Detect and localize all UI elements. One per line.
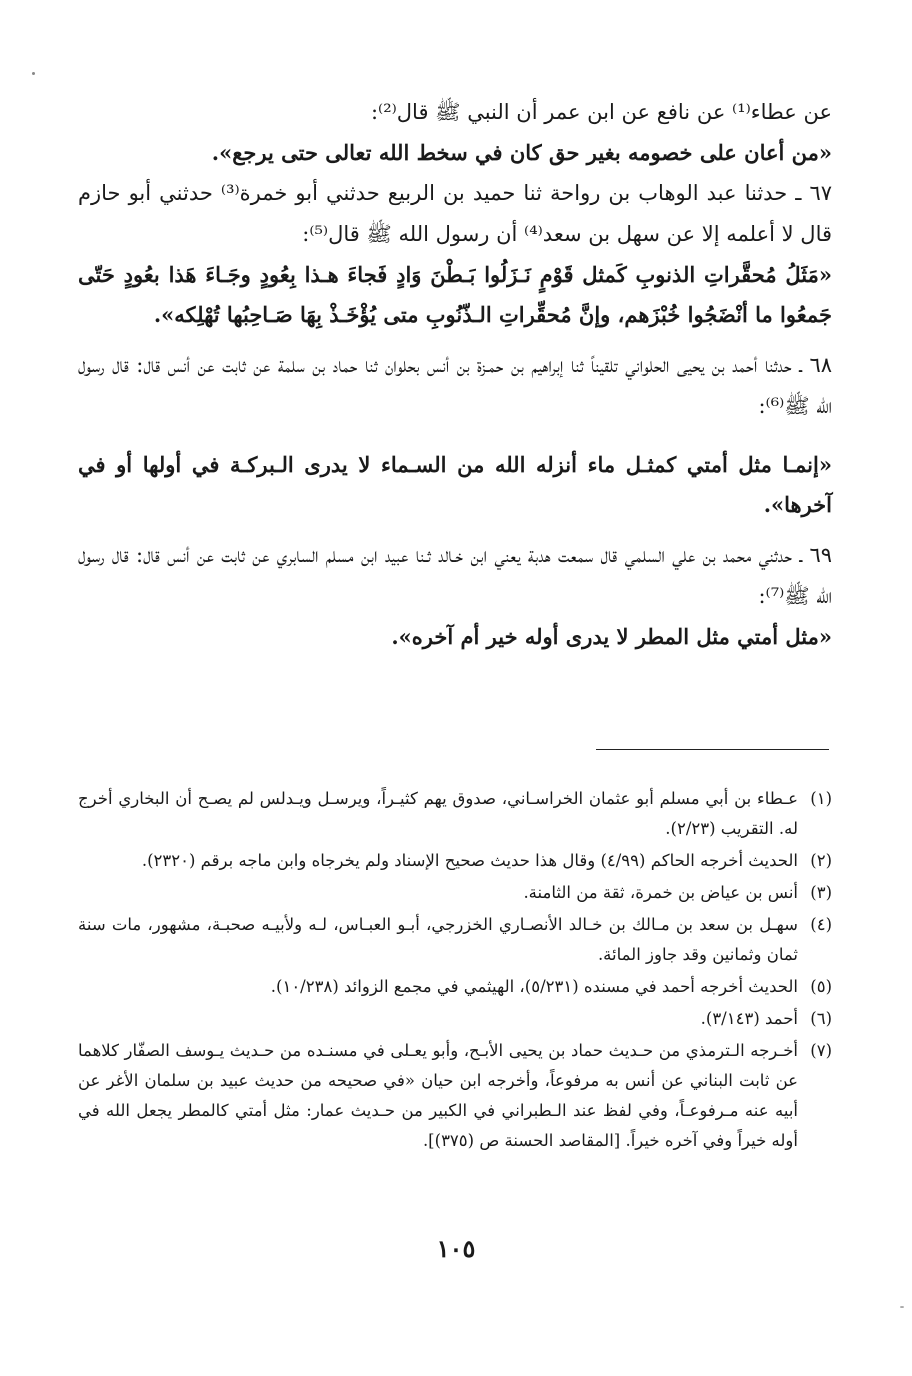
footnote bbox=[78, 1004, 832, 1034]
footnote-number: (٤) bbox=[810, 915, 832, 934]
footnote bbox=[78, 878, 832, 908]
footnote-text: الحديث أخرجه الحاكم (٤/٩٩) وقال هذا حديث صحيح الإسناد ولم يخرجاه وابن ماجه برقم (٢٣٢٠). bbox=[141, 851, 798, 870]
footnote-text: أخـرجه الـترمذي من حـديث حماد بن يحيى الأبـح، وأبو يعـلى في مسنـده من حـديث يـوسف الصفّار كلاهما عن ثابت البناني عن أنس به مرفوعاً، وأخرجه ابن حيان «في صحيحه من حديث عبيد بن سلمان الأغر عن أبيه عنه مـرفوعـاً، وفي لفظ عند الـطبراني في الكبير من حـديث عمار: مثل أمتي كالمطر يجعل الله في أوله خيراً وفي آخره خيراً. [المقاصد الحسنة ص (٣٧٥)]. bbox=[78, 1041, 798, 1150]
narration-68: ٦٨ ـ حدثنا أحمد بن يحيى الحلواني تلقيناً ثنا إبراهيم بن حمـزة بن أنس بحلوان ثنا حماد بن سلمة عن ثابت عن أنس قال: قال رسول الله ﷺ⁽⁶⁾: bbox=[78, 353, 832, 418]
scan-speck bbox=[32, 72, 35, 75]
footnote-number: (٦) bbox=[810, 1009, 832, 1028]
footnote bbox=[78, 846, 832, 876]
scan-speck bbox=[900, 1306, 904, 1308]
footnote bbox=[78, 784, 832, 844]
footnote-text: عـطاء بن أبي مسلم أبو عثمان الخراسـاني، صدوق يهم كثيـراً، ويرسـل ويـدلس لم يصـح أن البخاري أخرج له. التقريب (٢/٢٣). bbox=[78, 789, 798, 838]
hadith-text: «مَثَلُ مُحقَّراتِ الذنوبِ كَمثل قَوْمٍ نَـزَلُوا بَـطْنَ وَادٍ فَجاءَ هـذا بِعُودٍ وجَـاءَ هَذا بعُودٍ حَتّى جَمعُوا ما أنْضَجُوا خُبْزَهم، وإنَّ مُحقِّراتِ الـذّنُوبِ متى يُؤْخَـذْ بِهَا صَـاحِبُها تُهْلِكه». bbox=[78, 262, 832, 327]
footnote-number: (٧) bbox=[810, 1041, 832, 1060]
narration-69: ٦٩ ـ حدثني محمد بن علي السلمي قال سمعت هدبة يعني ابن خـالد ثـنا عبيد ابن مسلم السابري عن ثابت عن أنس قال: قال رسول الله ﷺ⁽⁷⁾: bbox=[78, 543, 832, 608]
hadith-text: «إنمـا مثل أمتي كمثـل ماء أنزله الله من السـماء لا يدرى الـبركـة في أولها أو في آخرها». bbox=[78, 452, 832, 517]
footnotes bbox=[78, 784, 832, 1158]
footnote-text: الحديث أخرجه أحمد في مسنده (٥/٢٣١)، الهيثمي في مجمع الزوائد (١٠/٢٣٨). bbox=[270, 977, 798, 996]
footnote-text: أحمد (٣/١٤٣). bbox=[700, 1009, 798, 1028]
intro-chain: عن عطاء⁽¹⁾ عن نافع عن ابن عمر أن النبي ﷺ قال⁽²⁾: bbox=[370, 100, 832, 124]
hadith-text: «مثل أمتي مثل المطر لا يدرى أوله خير أم آخره». bbox=[391, 624, 832, 649]
page-number: ١٠٥ bbox=[436, 1234, 476, 1263]
footnote-text: أنس بن عياض بن خمرة، ثقة من الثامنة. bbox=[523, 883, 798, 902]
footnote bbox=[78, 910, 832, 970]
hadith-text: «من أعان على خصومه بغير حق كان في سخط الله تعالى حتى يرجع». bbox=[211, 140, 832, 165]
narration-67: ٦٧ ـ حدثنا عبد الوهاب بن رواحة ثنا حميد بن الربيع حدثني أبو خمرة⁽³⁾ حدثني أبو حازم قال لا أعلمه إلا عن سهل بن سعد⁽⁴⁾ أن رسول الله ﷺ قال⁽⁵⁾: bbox=[78, 181, 832, 246]
footnote-number: (٢) bbox=[810, 851, 832, 870]
footnote bbox=[78, 972, 832, 1002]
footnote-number: (٥) bbox=[810, 977, 832, 996]
footnote-number: (١) bbox=[810, 789, 832, 808]
footnote-number: (٣) bbox=[810, 883, 832, 902]
footnote-text: سهـل بن سعد بن مـالك بن خـالد الأنصـاري الخزرجي، أبـو العبـاس، لـه ولأبيـه صحبـة، مشهور، مات سنة ثمان وثمانين وقد جاوز المائة. bbox=[78, 915, 798, 964]
main-text bbox=[78, 92, 832, 657]
footnote bbox=[78, 1036, 832, 1156]
footnote-divider bbox=[596, 749, 829, 750]
